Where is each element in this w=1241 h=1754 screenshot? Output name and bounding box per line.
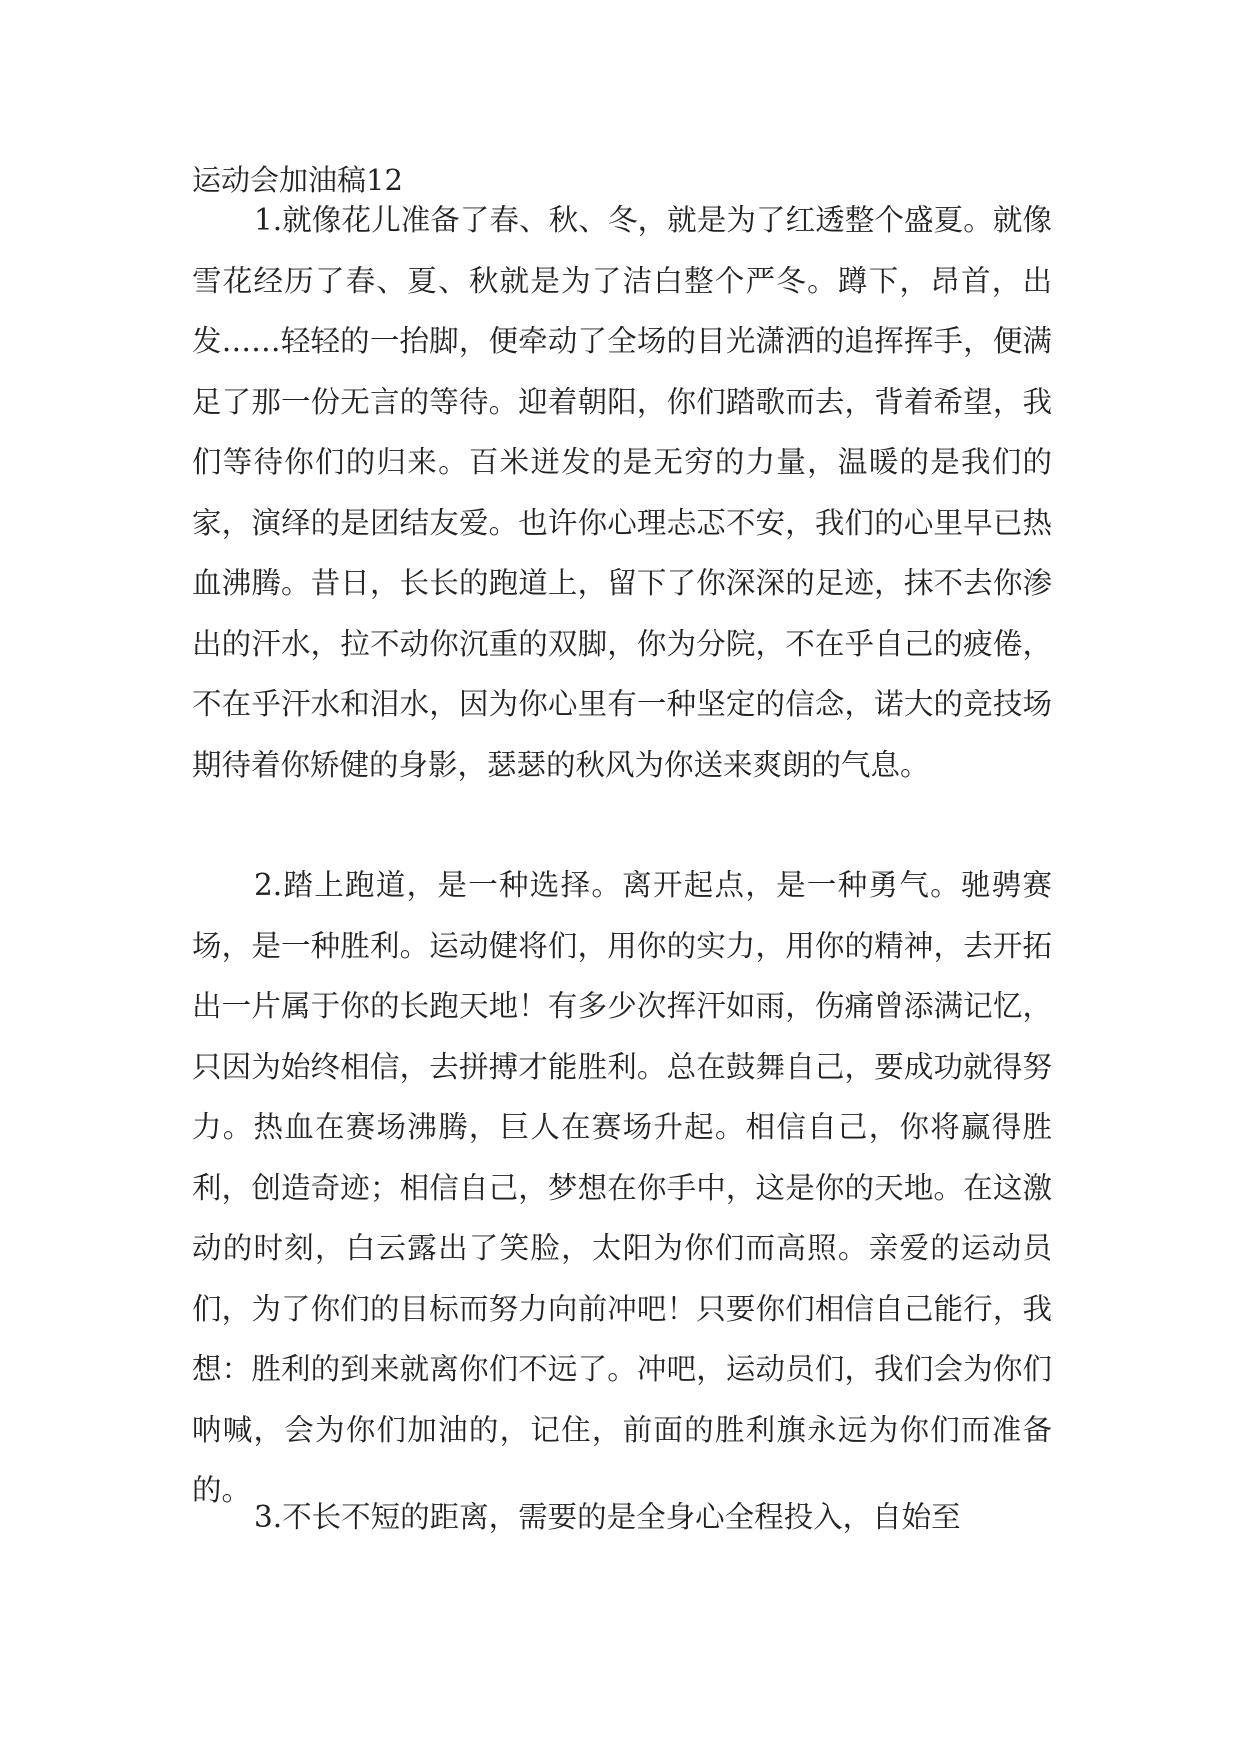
paragraph-2: 2.踏上跑道，是一种选择。离开起点，是一种勇气。驰骋赛场，是一种胜利。运动健将们，用你的实力，用你的精神，去开拓出一片属于你的长跑天地！有多少次挥汗如雨，伤痛曾添满记忆，只因为始终相信，去拼搏才能胜利。总在鼓舞自己，要成功就得努力。热血在赛场沸腾，巨人在赛场升起。相信自己，你将赢得胜利，创造奇迹；相信自己，梦想在你手中，这是你的天地。在这激动的时刻，白云露出了笑脸，太阳为你们而高照。亲爱的运动员们，为了你们的目标而努力向前冲吧！只要你们相信自己能行，我想：胜利的到来就离你们不远了。冲吧，运动员们，我们会为你们呐喊，会为你们加油的，记住，前面的胜利旗永远为你们而准备的。 [192,868,1052,1507]
paragraph-3: 3.不长不短的距离，需要的是全身心全程投入，自始至 [254,1500,961,1534]
document-title: 运动会加油稿12 [192,163,403,197]
paragraph-1: 1.就像花儿准备了春、秋、冬，就是为了红透整个盛夏。就像雪花经历了春、夏、秋就是为了洁白整个严冬。蹲下，昂首，出发……轻轻的一抬脚，便牵动了全场的目光潇洒的追挥挥手，便满足了那一份无言的等待。迎着朝阳，你们踏歌而去，背着希望，我们等待你们的归来。百米迸发的是无穷的力量，温暖的是我们的家，演绎的是团结友爱。也许你心理忐忑不安，我们的心里早已热血沸腾。昔日，长长的跑道上，留下了你深深的足迹，抹不去你渗出的汗水，拉不动你沉重的双脚，你为分院，不在乎自己的疲倦，不在乎汗水和泪水，因为你心里有一种坚定的信念，诺大的竞技场期待着你矫健的身影，瑟瑟的秋风为你送来爽朗的气息。 [192,203,1052,782]
